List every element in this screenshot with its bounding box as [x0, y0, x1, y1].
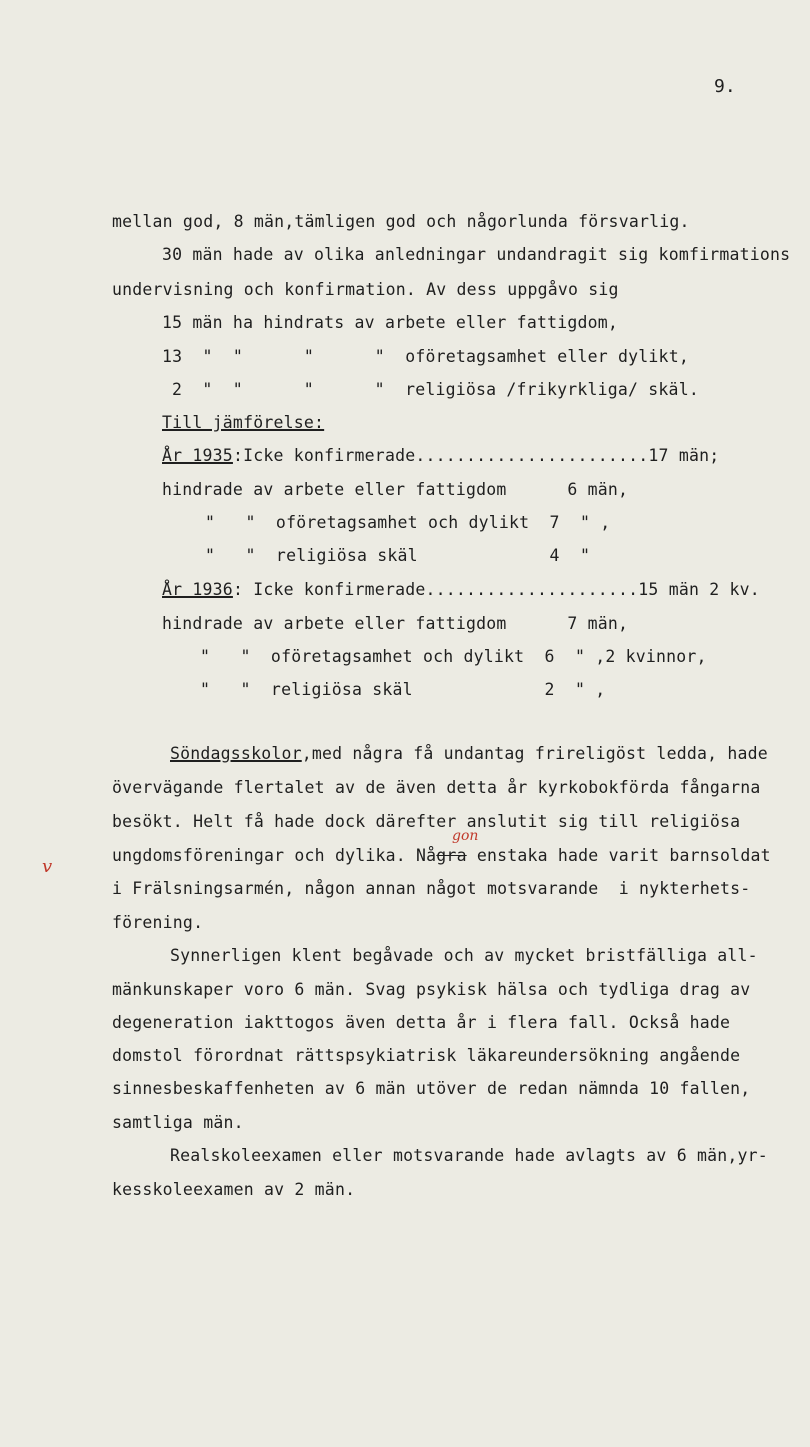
text-line: " " oföretagsamhet och dylikt 7 " ,: [205, 513, 611, 532]
text-line: " " religiösa skäl 4 ": [205, 546, 591, 565]
section-heading: Till jämförelse:: [162, 413, 325, 432]
text-line: i Frälsningsarmén, någon annan något motsvarande i nykterhets-: [112, 879, 751, 898]
text-line: [162, 446, 719, 465]
year-label: År 1936: [162, 580, 233, 599]
text-line: Synnerligen klent begåvade och av mycket bristfälliga all-: [170, 946, 758, 965]
text-segment: : Icke konfirmerade.....................15 män 2 kv.: [232, 580, 760, 599]
text-line: Realskoleexamen eller motsvarande hade avlagts av 6 män,yr-: [170, 1146, 768, 1165]
text-line: besökt. Helt få hade dock därefter anslutit sig till religiösa: [112, 812, 741, 831]
text-segment: :Icke konfirmerade.......................17 män;: [232, 446, 720, 465]
page-number: 9.: [714, 76, 736, 97]
text-line: [162, 580, 760, 599]
text-line: degeneration iakttogos även detta år i flera fall. Också hade: [112, 1013, 731, 1032]
text-line: sinnesbeskaffenheten av 6 män utöver de redan nämnda 10 fallen,: [112, 1079, 751, 1098]
text-segment: ,med några få undantag frireligöst ledda, hade: [301, 744, 768, 763]
text-line: [170, 744, 768, 763]
text-line: domstol förordnat rättspsykiatrisk läkareundersökning angående: [112, 1046, 741, 1065]
text-line: [112, 846, 771, 865]
year-label: År 1935: [162, 446, 233, 465]
margin-check-mark: v: [42, 856, 53, 877]
text-line: förening.: [112, 913, 204, 932]
handwritten-correction: gon: [452, 828, 479, 844]
text-line: " " religiösa skäl 2 " ,: [200, 680, 606, 699]
text-line: " " oföretagsamhet och dylikt 6 " ,2 kvinnor,: [200, 647, 707, 666]
text-line: mellan god, 8 män,tämligen god och någorlunda försvarlig.: [112, 212, 690, 231]
text-segment: enstaka hade varit barnsoldat: [466, 846, 771, 865]
text-line: 2 " " " " religiösa /frikyrkliga/ skäl.: [172, 380, 699, 399]
text-segment: ungdomsföreningar och dylika. Nå: [112, 846, 437, 865]
text-line: 13 " " " " oföretagsamhet eller dylikt,: [162, 347, 689, 366]
text-line: 30 män hade av olika anledningar undandragit sig komfirmations: [162, 245, 791, 264]
text-line: mänkunskaper voro 6 män. Svag psykisk hälsa och tydliga drag av: [112, 980, 751, 999]
text-line: övervägande flertalet av de även detta år kyrkobokförda fångarna: [112, 778, 761, 797]
text-line: hindrade av arbete eller fattigdom 6 män,: [162, 480, 629, 499]
text-line: hindrade av arbete eller fattigdom 7 män,: [162, 614, 629, 633]
underlined-term: Söndagsskolor: [170, 744, 302, 763]
text-line: samtliga män.: [112, 1113, 244, 1132]
text-line: 15 män ha hindrats av arbete eller fattigdom,: [162, 313, 619, 332]
text-line: undervisning och konfirmation. Av dess uppgåvo sig: [112, 280, 619, 299]
struck-text: gra: [436, 846, 467, 865]
text-line: kesskoleexamen av 2 män.: [112, 1180, 356, 1199]
